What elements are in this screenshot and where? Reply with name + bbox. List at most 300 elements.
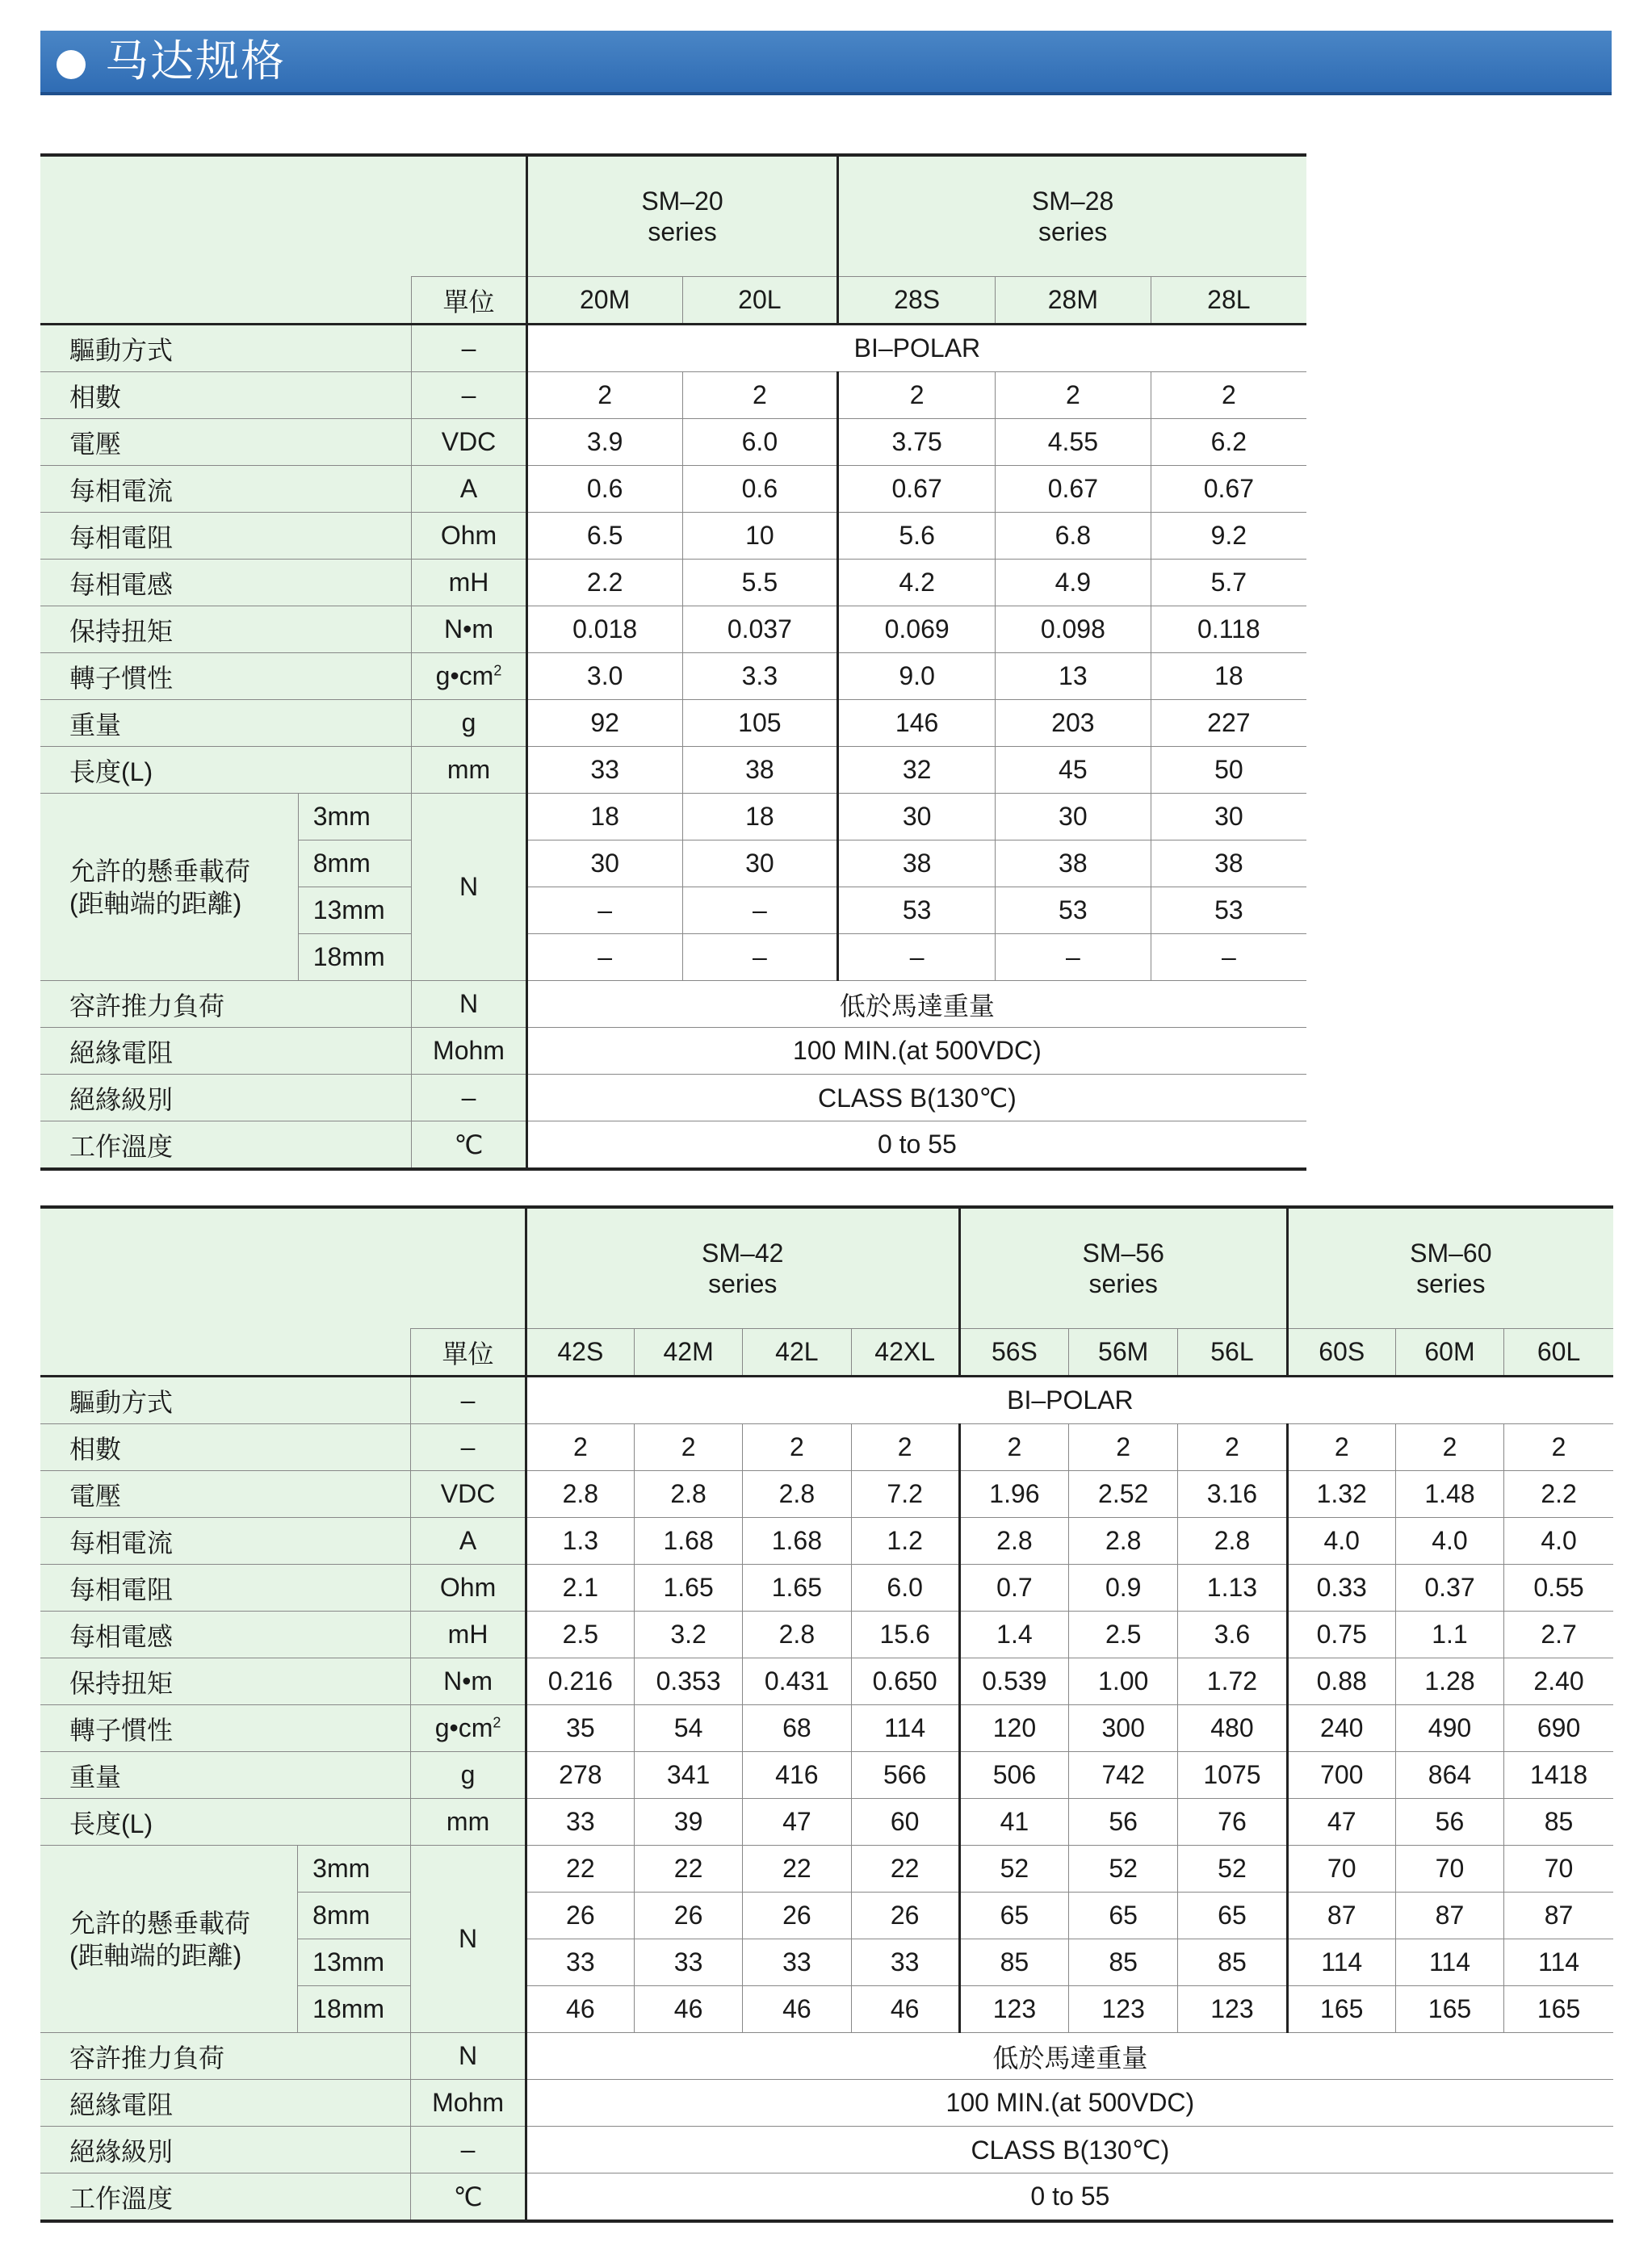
footer-value: CLASS B(130℃) bbox=[526, 2127, 1613, 2173]
series-name: SM–42 bbox=[702, 1239, 784, 1268]
value-cell: 3.2 bbox=[634, 1612, 742, 1658]
model-name: 60S bbox=[1287, 1329, 1395, 1377]
model-name: 20L bbox=[682, 277, 838, 325]
row-unit: – bbox=[411, 1377, 526, 1424]
load-value: 22 bbox=[743, 1846, 851, 1893]
row-label: 每相電感 bbox=[40, 560, 412, 606]
value-cell: 18 bbox=[1151, 653, 1306, 700]
value-cell: 0.6 bbox=[682, 466, 838, 513]
series-header bbox=[1287, 1207, 1613, 1329]
value-cell: 7.2 bbox=[851, 1471, 959, 1518]
value-cell: 0.9 bbox=[1069, 1565, 1178, 1612]
value-cell: 0.098 bbox=[995, 606, 1151, 653]
value-cell: 0.353 bbox=[634, 1658, 742, 1705]
load-distance: 8mm bbox=[298, 1893, 411, 1939]
value-cell: 1.00 bbox=[1069, 1658, 1178, 1705]
row-unit: Mohm bbox=[412, 1028, 527, 1075]
value-cell: 300 bbox=[1069, 1705, 1178, 1752]
value-cell: 2.8 bbox=[1069, 1518, 1178, 1565]
value-cell: 2 bbox=[526, 1424, 634, 1471]
footer-value: 低於馬達重量 bbox=[526, 2033, 1613, 2080]
series-sub: series bbox=[708, 1269, 778, 1298]
value-cell: 2.8 bbox=[743, 1471, 851, 1518]
series-sub: series bbox=[648, 217, 717, 246]
load-value: 65 bbox=[959, 1893, 1068, 1939]
value-cell: 2.8 bbox=[1178, 1518, 1287, 1565]
value-cell: 6.2 bbox=[1151, 419, 1306, 466]
load-label-2: (距軸端的距離) bbox=[69, 1940, 242, 1970]
load-value: 65 bbox=[1069, 1893, 1178, 1939]
series-sub: series bbox=[1416, 1269, 1486, 1298]
load-value: 33 bbox=[634, 1939, 742, 1986]
load-value: – bbox=[526, 887, 682, 934]
load-value: 26 bbox=[851, 1893, 959, 1939]
load-value: 165 bbox=[1395, 1986, 1503, 2033]
row-label: 容許推力負荷 bbox=[40, 2033, 411, 2080]
value-cell: 68 bbox=[743, 1705, 851, 1752]
model-label bbox=[40, 155, 526, 277]
value-cell: 227 bbox=[1151, 700, 1306, 747]
load-value: 114 bbox=[1504, 1939, 1613, 1986]
value-cell: 114 bbox=[851, 1705, 959, 1752]
value-cell: 5.7 bbox=[1151, 560, 1306, 606]
row-label: 保持扭矩 bbox=[40, 606, 412, 653]
model-name: 56L bbox=[1178, 1329, 1287, 1377]
load-value: – bbox=[1151, 934, 1306, 981]
value-cell: 700 bbox=[1287, 1752, 1395, 1799]
value-cell: 0.67 bbox=[995, 466, 1151, 513]
row-unit: ℃ bbox=[412, 1121, 527, 1170]
value-cell: 0.037 bbox=[682, 606, 838, 653]
value-cell: 6.8 bbox=[995, 513, 1151, 560]
value-cell: 2 bbox=[1069, 1424, 1178, 1471]
value-cell: 2 bbox=[995, 372, 1151, 419]
row-label: 絕緣電阻 bbox=[40, 2080, 411, 2127]
value-cell: 1.65 bbox=[743, 1565, 851, 1612]
load-unit: N bbox=[411, 1846, 526, 2033]
value-cell: 0.55 bbox=[1504, 1565, 1613, 1612]
row-label: 每相電流 bbox=[40, 1518, 411, 1565]
value-cell: 47 bbox=[743, 1799, 851, 1846]
load-value: 38 bbox=[995, 840, 1151, 887]
model-name: 28M bbox=[995, 277, 1151, 325]
load-value: 165 bbox=[1504, 1986, 1613, 2033]
value-cell: 0.75 bbox=[1287, 1612, 1395, 1658]
value-cell: 3.75 bbox=[838, 419, 996, 466]
row-unit: A bbox=[411, 1518, 526, 1565]
value-cell: 278 bbox=[526, 1752, 634, 1799]
value-cell: 2 bbox=[634, 1424, 742, 1471]
value-cell: 2.2 bbox=[526, 560, 682, 606]
value-cell: 54 bbox=[634, 1705, 742, 1752]
model-name: 28L bbox=[1151, 277, 1306, 325]
row-label: 絕緣電阻 bbox=[40, 1028, 412, 1075]
value-cell: 120 bbox=[959, 1705, 1068, 1752]
load-value: 70 bbox=[1395, 1846, 1503, 1893]
unit-header: 單位 bbox=[411, 1329, 526, 1377]
load-value: 85 bbox=[959, 1939, 1068, 1986]
row-unit: – bbox=[411, 2127, 526, 2173]
row-unit: mm bbox=[411, 1799, 526, 1846]
value-cell: 50 bbox=[1151, 747, 1306, 794]
row-unit: N•m bbox=[411, 1658, 526, 1705]
load-value: – bbox=[838, 934, 996, 981]
load-value: 38 bbox=[838, 840, 996, 887]
load-value: 114 bbox=[1287, 1939, 1395, 1986]
load-value: 123 bbox=[959, 1986, 1068, 2033]
value-cell: 15.6 bbox=[851, 1612, 959, 1658]
value-cell: 1.4 bbox=[959, 1612, 1068, 1658]
load-value: 26 bbox=[743, 1893, 851, 1939]
value-cell: 2 bbox=[682, 372, 838, 419]
value-cell: 2 bbox=[838, 372, 996, 419]
bullet-icon bbox=[57, 50, 86, 79]
model-label-space bbox=[40, 1329, 411, 1377]
row-unit: ℃ bbox=[411, 2173, 526, 2222]
value-cell: 33 bbox=[526, 747, 682, 794]
load-value: 52 bbox=[1178, 1846, 1287, 1893]
value-cell: 6.5 bbox=[526, 513, 682, 560]
load-value: 46 bbox=[526, 1986, 634, 2033]
value-cell: 490 bbox=[1395, 1705, 1503, 1752]
load-value: 30 bbox=[682, 840, 838, 887]
row-unit bbox=[412, 653, 527, 700]
value-cell: 4.0 bbox=[1395, 1518, 1503, 1565]
row-unit: – bbox=[411, 1424, 526, 1471]
value-cell: 2 bbox=[526, 372, 682, 419]
row-label: 絕緣級別 bbox=[40, 1075, 412, 1121]
value-cell: 1.13 bbox=[1178, 1565, 1287, 1612]
value-cell: 0.539 bbox=[959, 1658, 1068, 1705]
row-unit: VDC bbox=[412, 419, 527, 466]
value-cell: 3.0 bbox=[526, 653, 682, 700]
load-value: 33 bbox=[851, 1939, 959, 1986]
load-value: 22 bbox=[526, 1846, 634, 1893]
load-value: 123 bbox=[1069, 1986, 1178, 2033]
model-name: 56M bbox=[1069, 1329, 1178, 1377]
value-cell: 2 bbox=[1178, 1424, 1287, 1471]
value-cell: 4.55 bbox=[995, 419, 1151, 466]
drive-value: BI–POLAR bbox=[526, 1377, 1613, 1424]
value-cell: 1075 bbox=[1178, 1752, 1287, 1799]
series-name: SM–20 bbox=[641, 187, 723, 216]
row-unit: mH bbox=[411, 1612, 526, 1658]
load-value: 53 bbox=[995, 887, 1151, 934]
value-cell: 203 bbox=[995, 700, 1151, 747]
load-distance: 3mm bbox=[298, 794, 412, 840]
value-cell: 2.52 bbox=[1069, 1471, 1178, 1518]
row-unit: N bbox=[412, 981, 527, 1028]
load-label bbox=[40, 1846, 298, 2033]
value-cell: 0.431 bbox=[743, 1658, 851, 1705]
load-value: 33 bbox=[743, 1939, 851, 1986]
row-unit: VDC bbox=[411, 1471, 526, 1518]
load-value: 22 bbox=[851, 1846, 959, 1893]
value-cell: 0.6 bbox=[526, 466, 682, 513]
value-cell: 2 bbox=[1395, 1424, 1503, 1471]
row-label: 電壓 bbox=[40, 1471, 411, 1518]
load-value: 53 bbox=[1151, 887, 1306, 934]
value-cell: 32 bbox=[838, 747, 996, 794]
value-cell: 2.7 bbox=[1504, 1612, 1613, 1658]
value-cell: 92 bbox=[526, 700, 682, 747]
value-cell: 1.96 bbox=[959, 1471, 1068, 1518]
value-cell: 1.48 bbox=[1395, 1471, 1503, 1518]
spec-table-2 bbox=[40, 1205, 1613, 2223]
load-distance: 13mm bbox=[298, 1939, 411, 1986]
row-unit bbox=[411, 1705, 526, 1752]
load-label-2: (距軸端的距離) bbox=[69, 888, 242, 918]
value-cell: 506 bbox=[959, 1752, 1068, 1799]
value-cell: 1.28 bbox=[1395, 1658, 1503, 1705]
value-cell: 6.0 bbox=[682, 419, 838, 466]
drive-value: BI–POLAR bbox=[526, 325, 1306, 372]
value-cell: 2.1 bbox=[526, 1565, 634, 1612]
model-label-space bbox=[40, 277, 412, 325]
value-cell: 4.2 bbox=[838, 560, 996, 606]
row-unit: N bbox=[411, 2033, 526, 2080]
value-cell: 2 bbox=[851, 1424, 959, 1471]
load-label bbox=[40, 794, 298, 981]
value-cell: 41 bbox=[959, 1799, 1068, 1846]
model-name: 42XL bbox=[851, 1329, 959, 1377]
load-value: 114 bbox=[1395, 1939, 1503, 1986]
value-cell: 105 bbox=[682, 700, 838, 747]
load-value: 26 bbox=[634, 1893, 742, 1939]
row-unit-sup: 2 bbox=[493, 1714, 501, 1731]
value-cell: 56 bbox=[1069, 1799, 1178, 1846]
load-value: 87 bbox=[1287, 1893, 1395, 1939]
load-value: 18 bbox=[682, 794, 838, 840]
row-label: 轉子慣性 bbox=[40, 653, 412, 700]
value-cell: 1.2 bbox=[851, 1518, 959, 1565]
load-value: 85 bbox=[1178, 1939, 1287, 1986]
load-distance: 18mm bbox=[298, 1986, 411, 2033]
value-cell: 4.0 bbox=[1504, 1518, 1613, 1565]
value-cell: 240 bbox=[1287, 1705, 1395, 1752]
load-value: 53 bbox=[838, 887, 996, 934]
footer-value: 0 to 55 bbox=[526, 1121, 1306, 1170]
series-header bbox=[838, 155, 1306, 277]
row-label: 相數 bbox=[40, 1424, 411, 1471]
footer-value: 100 MIN.(at 500VDC) bbox=[526, 1028, 1306, 1075]
value-cell: 9.2 bbox=[1151, 513, 1306, 560]
value-cell: 2.8 bbox=[743, 1612, 851, 1658]
row-unit-text: g•cm bbox=[434, 1713, 493, 1742]
load-value: 70 bbox=[1287, 1846, 1395, 1893]
value-cell: 0.37 bbox=[1395, 1565, 1503, 1612]
load-distance: 8mm bbox=[298, 840, 412, 887]
load-value: 46 bbox=[851, 1986, 959, 2033]
value-cell: 0.650 bbox=[851, 1658, 959, 1705]
value-cell: 0.7 bbox=[959, 1565, 1068, 1612]
row-label: 每相電感 bbox=[40, 1612, 411, 1658]
footer-value: CLASS B(130℃) bbox=[526, 1075, 1306, 1121]
load-label-1: 允許的懸垂載荷 bbox=[69, 1908, 251, 1938]
load-value: 38 bbox=[1151, 840, 1306, 887]
value-cell: 2.8 bbox=[959, 1518, 1068, 1565]
value-cell: 0.216 bbox=[526, 1658, 634, 1705]
value-cell: 2 bbox=[959, 1424, 1068, 1471]
value-cell: 4.9 bbox=[995, 560, 1151, 606]
value-cell: 85 bbox=[1504, 1799, 1613, 1846]
series-sub: series bbox=[1038, 217, 1108, 246]
load-distance: 3mm bbox=[298, 1846, 411, 1893]
value-cell: 4.0 bbox=[1287, 1518, 1395, 1565]
load-value: 18 bbox=[526, 794, 682, 840]
value-cell: 146 bbox=[838, 700, 996, 747]
load-value: 165 bbox=[1287, 1986, 1395, 2033]
row-label: 長度(L) bbox=[40, 747, 412, 794]
value-cell: 5.6 bbox=[838, 513, 996, 560]
value-cell: 2.40 bbox=[1504, 1658, 1613, 1705]
row-label: 保持扭矩 bbox=[40, 1658, 411, 1705]
value-cell: 5.5 bbox=[682, 560, 838, 606]
value-cell: 0.88 bbox=[1287, 1658, 1395, 1705]
footer-value: 100 MIN.(at 500VDC) bbox=[526, 2080, 1613, 2127]
model-name: 28S bbox=[838, 277, 996, 325]
load-value: – bbox=[995, 934, 1151, 981]
load-value: 22 bbox=[634, 1846, 742, 1893]
value-cell: 76 bbox=[1178, 1799, 1287, 1846]
value-cell: 38 bbox=[682, 747, 838, 794]
value-cell: 566 bbox=[851, 1752, 959, 1799]
model-name: 60L bbox=[1504, 1329, 1613, 1377]
value-cell: 1.68 bbox=[634, 1518, 742, 1565]
row-label: 重量 bbox=[40, 1752, 411, 1799]
value-cell: 0.118 bbox=[1151, 606, 1306, 653]
load-label-1: 允許的懸垂載荷 bbox=[69, 856, 251, 886]
row-label: 絕緣級別 bbox=[40, 2127, 411, 2173]
load-value: 30 bbox=[526, 840, 682, 887]
value-cell: 3.9 bbox=[526, 419, 682, 466]
row-label: 每相電阻 bbox=[40, 513, 412, 560]
value-cell: 2 bbox=[1287, 1424, 1395, 1471]
value-cell: 6.0 bbox=[851, 1565, 959, 1612]
series-name: SM–60 bbox=[1410, 1239, 1492, 1268]
row-label: 驅動方式 bbox=[40, 1377, 411, 1424]
row-unit: – bbox=[412, 1075, 527, 1121]
value-cell: 341 bbox=[634, 1752, 742, 1799]
value-cell: 33 bbox=[526, 1799, 634, 1846]
model-name: 42S bbox=[526, 1329, 634, 1377]
series-name: SM–56 bbox=[1082, 1239, 1164, 1268]
value-cell: 0.67 bbox=[1151, 466, 1306, 513]
value-cell: 2.5 bbox=[1069, 1612, 1178, 1658]
row-unit: Ohm bbox=[412, 513, 527, 560]
model-name: 60M bbox=[1395, 1329, 1503, 1377]
series-header bbox=[526, 1207, 959, 1329]
row-unit-text: g•cm bbox=[435, 661, 494, 690]
series-sub: series bbox=[1088, 1269, 1158, 1298]
value-cell: 2.2 bbox=[1504, 1471, 1613, 1518]
row-unit: A bbox=[412, 466, 527, 513]
series-name: SM–28 bbox=[1031, 187, 1114, 216]
value-cell: 0.33 bbox=[1287, 1565, 1395, 1612]
load-value: – bbox=[526, 934, 682, 981]
row-unit-sup: 2 bbox=[493, 662, 502, 679]
row-unit: g bbox=[411, 1752, 526, 1799]
value-cell: 480 bbox=[1178, 1705, 1287, 1752]
value-cell: 47 bbox=[1287, 1799, 1395, 1846]
value-cell: 35 bbox=[526, 1705, 634, 1752]
load-value: 70 bbox=[1504, 1846, 1613, 1893]
load-value: 52 bbox=[1069, 1846, 1178, 1893]
value-cell: 3.16 bbox=[1178, 1471, 1287, 1518]
value-cell: 45 bbox=[995, 747, 1151, 794]
value-cell: 2.8 bbox=[526, 1471, 634, 1518]
value-cell: 1.32 bbox=[1287, 1471, 1395, 1518]
footer-value: 低於馬達重量 bbox=[526, 981, 1306, 1028]
value-cell: 13 bbox=[995, 653, 1151, 700]
footer-value: 0 to 55 bbox=[526, 2173, 1613, 2222]
section-title: 马达规格 bbox=[105, 36, 286, 86]
value-cell: 2.8 bbox=[634, 1471, 742, 1518]
series-header bbox=[526, 155, 837, 277]
value-cell: 0.069 bbox=[838, 606, 996, 653]
row-unit: – bbox=[412, 325, 527, 372]
value-cell: 3.3 bbox=[682, 653, 838, 700]
value-cell: 9.0 bbox=[838, 653, 996, 700]
load-value: 33 bbox=[526, 1939, 634, 1986]
series-header bbox=[959, 1207, 1287, 1329]
row-label: 每相電流 bbox=[40, 466, 412, 513]
value-cell: 1418 bbox=[1504, 1752, 1613, 1799]
spec-table-1 bbox=[40, 153, 1306, 1171]
model-name: 42L bbox=[743, 1329, 851, 1377]
value-cell: 416 bbox=[743, 1752, 851, 1799]
model-name: 20M bbox=[526, 277, 682, 325]
load-unit: N bbox=[412, 794, 527, 981]
row-label: 每相電阻 bbox=[40, 1565, 411, 1612]
value-cell: 2 bbox=[1151, 372, 1306, 419]
load-value: 87 bbox=[1504, 1893, 1613, 1939]
value-cell: 39 bbox=[634, 1799, 742, 1846]
row-unit: mH bbox=[412, 560, 527, 606]
value-cell: 1.68 bbox=[743, 1518, 851, 1565]
load-value: 46 bbox=[743, 1986, 851, 2033]
row-unit: – bbox=[412, 372, 527, 419]
value-cell: 1.3 bbox=[526, 1518, 634, 1565]
value-cell: 0.018 bbox=[526, 606, 682, 653]
value-cell: 742 bbox=[1069, 1752, 1178, 1799]
model-name: 56S bbox=[959, 1329, 1068, 1377]
model-name: 42M bbox=[634, 1329, 742, 1377]
value-cell: 60 bbox=[851, 1799, 959, 1846]
value-cell: 2.5 bbox=[526, 1612, 634, 1658]
load-distance: 13mm bbox=[298, 887, 412, 934]
row-label: 容許推力負荷 bbox=[40, 981, 412, 1028]
model-label bbox=[40, 1207, 526, 1329]
row-label: 驅動方式 bbox=[40, 325, 412, 372]
load-value: 85 bbox=[1069, 1939, 1178, 1986]
value-cell: 1.65 bbox=[634, 1565, 742, 1612]
load-value: 30 bbox=[1151, 794, 1306, 840]
load-value: 46 bbox=[634, 1986, 742, 2033]
load-value: – bbox=[682, 934, 838, 981]
load-value: 26 bbox=[526, 1893, 634, 1939]
value-cell: 1.72 bbox=[1178, 1658, 1287, 1705]
row-label: 工作溫度 bbox=[40, 1121, 412, 1170]
value-cell: 864 bbox=[1395, 1752, 1503, 1799]
value-cell: 690 bbox=[1504, 1705, 1613, 1752]
row-label: 長度(L) bbox=[40, 1799, 411, 1846]
row-label: 重量 bbox=[40, 700, 412, 747]
row-label: 工作溫度 bbox=[40, 2173, 411, 2222]
row-unit: g bbox=[412, 700, 527, 747]
value-cell: 3.6 bbox=[1178, 1612, 1287, 1658]
row-label: 相數 bbox=[40, 372, 412, 419]
